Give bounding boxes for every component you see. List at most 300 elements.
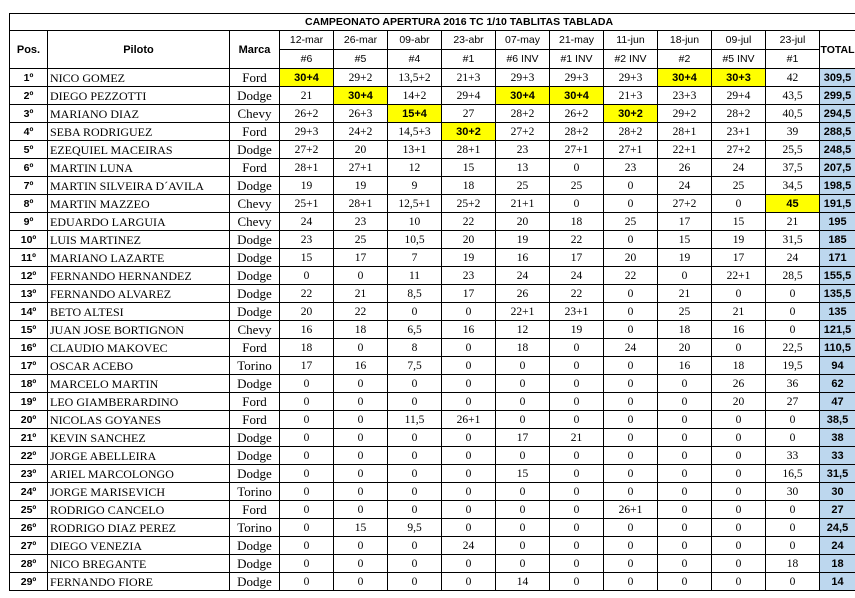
position-cell: 15º (10, 321, 48, 339)
brand-cell: Dodge (230, 231, 280, 249)
race-result-cell: 24 (280, 213, 334, 231)
race-result-cell: 45 (766, 195, 820, 213)
race-result-cell: 27+2 (658, 195, 712, 213)
total-cell: 14 (820, 573, 855, 591)
race-result-cell: 0 (280, 465, 334, 483)
table-row (10, 285, 855, 303)
pilot-name-cell: DIEGO PEZZOTTI (48, 87, 230, 105)
race-result-cell: 0 (766, 285, 820, 303)
position-cell: 4º (10, 123, 48, 141)
race-result-cell: 14 (496, 573, 550, 591)
pilot-name-cell: LUIS MARTINEZ (48, 231, 230, 249)
position-cell: 16º (10, 339, 48, 357)
race-result-cell: 25 (496, 177, 550, 195)
pilot-name-cell: MARTIN MAZZEO (48, 195, 230, 213)
race-result-cell: 0 (280, 519, 334, 537)
race-result-cell: 0 (496, 537, 550, 555)
table-row (10, 87, 855, 105)
race-result-cell: 29+4 (442, 87, 496, 105)
race-result-cell: 27+2 (496, 123, 550, 141)
pilot-name-cell: FERNANDO FIORE (48, 573, 230, 591)
race-result-cell: 0 (604, 573, 658, 591)
race-result-cell: 0 (334, 447, 388, 465)
race-result-cell: 23 (496, 141, 550, 159)
race-result-cell: 0 (442, 357, 496, 375)
brand-cell: Ford (230, 69, 280, 87)
race-result-cell: 9 (388, 177, 442, 195)
total-cell: 110,5 (820, 339, 855, 357)
position-cell: 5º (10, 141, 48, 159)
race-result-cell: 29+3 (604, 69, 658, 87)
race-result-cell: 27 (442, 105, 496, 123)
race-result-cell: 29+2 (658, 105, 712, 123)
race-round: #2 (658, 50, 712, 69)
race-result-cell: 23+1 (550, 303, 604, 321)
race-result-cell: 0 (388, 501, 442, 519)
race-result-cell: 28,5 (766, 267, 820, 285)
race-result-cell: 0 (388, 375, 442, 393)
position-cell: 26º (10, 519, 48, 537)
race-result-cell: 0 (388, 573, 442, 591)
race-round: #6 INV (496, 50, 550, 69)
race-result-cell: 0 (334, 573, 388, 591)
total-cell: 94 (820, 357, 855, 375)
race-date: 07-may (496, 31, 550, 50)
race-result-cell: 0 (442, 339, 496, 357)
position-cell: 17º (10, 357, 48, 375)
total-cell: 38,5 (820, 411, 855, 429)
race-date: 11-jun (604, 31, 658, 50)
pilot-name-cell: DIEGO VENEZIA (48, 537, 230, 555)
race-result-cell: 0 (334, 555, 388, 573)
total-cell: 191,5 (820, 195, 855, 213)
header-total: TOTAL (820, 31, 855, 69)
total-cell: 47 (820, 393, 855, 411)
race-result-cell: 19 (658, 249, 712, 267)
race-result-cell: 0 (388, 483, 442, 501)
total-cell: 31,5 (820, 465, 855, 483)
race-result-cell: 26 (712, 375, 766, 393)
race-result-cell: 0 (712, 411, 766, 429)
race-result-cell: 25 (604, 213, 658, 231)
race-result-cell: 0 (442, 447, 496, 465)
race-date: 23-abr (442, 31, 496, 50)
table-row (10, 501, 855, 519)
race-result-cell: 14+2 (388, 87, 442, 105)
race-result-cell: 12 (496, 321, 550, 339)
race-round: #2 INV (604, 50, 658, 69)
pilot-name-cell: KEVIN SANCHEZ (48, 429, 230, 447)
race-result-cell: 0 (658, 375, 712, 393)
race-result-cell: 19 (442, 249, 496, 267)
position-cell: 19º (10, 393, 48, 411)
position-cell: 7º (10, 177, 48, 195)
race-result-cell: 30+2 (442, 123, 496, 141)
brand-cell: Dodge (230, 177, 280, 195)
race-result-cell: 0 (280, 375, 334, 393)
race-result-cell: 0 (442, 465, 496, 483)
race-result-cell: 0 (388, 555, 442, 573)
race-result-cell: 0 (334, 411, 388, 429)
race-result-cell: 0 (496, 519, 550, 537)
race-result-cell: 13,5+2 (388, 69, 442, 87)
race-result-cell: 0 (388, 303, 442, 321)
table-row (10, 123, 855, 141)
race-result-cell: 0 (550, 375, 604, 393)
race-result-cell: 33 (766, 447, 820, 465)
position-cell: 22º (10, 447, 48, 465)
race-round: #1 (766, 50, 820, 69)
race-result-cell: 37,5 (766, 159, 820, 177)
race-result-cell: 14,5+3 (388, 123, 442, 141)
total-cell: 185 (820, 231, 855, 249)
brand-cell: Dodge (230, 375, 280, 393)
race-result-cell: 16,5 (766, 465, 820, 483)
race-result-cell: 27+1 (334, 159, 388, 177)
brand-cell: Torino (230, 483, 280, 501)
race-result-cell: 27+2 (280, 141, 334, 159)
table-row (10, 267, 855, 285)
race-result-cell: 10,5 (388, 231, 442, 249)
race-result-cell: 0 (766, 537, 820, 555)
race-result-cell: 0 (658, 555, 712, 573)
pilot-name-cell: OSCAR ACEBO (48, 357, 230, 375)
race-result-cell: 0 (766, 501, 820, 519)
race-result-cell: 42 (766, 69, 820, 87)
brand-cell: Ford (230, 411, 280, 429)
race-result-cell: 28+2 (604, 123, 658, 141)
race-result-cell: 17 (334, 249, 388, 267)
race-result-cell: 24+2 (334, 123, 388, 141)
brand-cell: Dodge (230, 267, 280, 285)
race-result-cell: 15+4 (388, 105, 442, 123)
race-result-cell: 0 (280, 429, 334, 447)
race-result-cell: 0 (550, 393, 604, 411)
table-row (10, 447, 855, 465)
race-result-cell: 26+2 (550, 105, 604, 123)
position-cell: 2º (10, 87, 48, 105)
race-result-cell: 13 (496, 159, 550, 177)
race-result-cell: 20 (280, 303, 334, 321)
total-cell: 248,5 (820, 141, 855, 159)
header-brand: Marca (230, 31, 280, 69)
position-cell: 29º (10, 573, 48, 591)
race-result-cell: 25 (334, 231, 388, 249)
race-result-cell: 0 (712, 483, 766, 501)
race-result-cell: 0 (388, 447, 442, 465)
race-result-cell: 18 (550, 213, 604, 231)
race-result-cell: 26+3 (334, 105, 388, 123)
race-result-cell: 15 (712, 213, 766, 231)
race-result-cell: 27+2 (712, 141, 766, 159)
race-result-cell: 16 (334, 357, 388, 375)
race-result-cell: 11,5 (388, 411, 442, 429)
race-result-cell: 0 (712, 501, 766, 519)
total-cell: 24 (820, 537, 855, 555)
brand-cell: Dodge (230, 447, 280, 465)
race-round: #1 INV (550, 50, 604, 69)
race-round: #5 (334, 50, 388, 69)
race-result-cell: 0 (442, 429, 496, 447)
race-result-cell: 0 (280, 447, 334, 465)
race-result-cell: 30+2 (604, 105, 658, 123)
race-result-cell: 0 (766, 429, 820, 447)
race-result-cell: 23 (604, 159, 658, 177)
pilot-name-cell: NICOLAS GOYANES (48, 411, 230, 429)
table-row (10, 393, 855, 411)
race-result-cell: 39 (766, 123, 820, 141)
race-result-cell: 10 (388, 213, 442, 231)
race-result-cell: 6,5 (388, 321, 442, 339)
race-result-cell: 0 (388, 429, 442, 447)
race-result-cell: 28+1 (658, 123, 712, 141)
brand-cell: Torino (230, 519, 280, 537)
race-result-cell: 22 (550, 231, 604, 249)
race-result-cell: 18 (442, 177, 496, 195)
race-result-cell: 0 (496, 393, 550, 411)
position-cell: 12º (10, 267, 48, 285)
position-cell: 20º (10, 411, 48, 429)
table-title: CAMPEONATO APERTURA 2016 TC 1/10 TABLITAS TABLADA (10, 14, 855, 31)
race-date: 26-mar (334, 31, 388, 50)
total-cell: 18 (820, 555, 855, 573)
total-cell: 195 (820, 213, 855, 231)
race-result-cell: 0 (604, 411, 658, 429)
race-result-cell: 16 (658, 357, 712, 375)
pilot-name-cell: MARTIN LUNA (48, 159, 230, 177)
race-result-cell: 19 (280, 177, 334, 195)
brand-cell: Ford (230, 393, 280, 411)
race-result-cell: 28+2 (712, 105, 766, 123)
race-round: #6 (280, 50, 334, 69)
race-result-cell: 0 (550, 501, 604, 519)
race-result-cell: 0 (442, 393, 496, 411)
race-round: #5 INV (712, 50, 766, 69)
race-result-cell: 29+3 (496, 69, 550, 87)
race-result-cell: 25+2 (442, 195, 496, 213)
race-result-cell: 22 (604, 267, 658, 285)
race-result-cell: 0 (442, 303, 496, 321)
race-result-cell: 25+1 (280, 195, 334, 213)
pilot-name-cell: FERNANDO HERNANDEZ (48, 267, 230, 285)
race-result-cell: 26 (658, 159, 712, 177)
total-cell: 299,5 (820, 87, 855, 105)
total-cell: 33 (820, 447, 855, 465)
brand-cell: Ford (230, 339, 280, 357)
race-result-cell: 0 (496, 447, 550, 465)
table-row (10, 303, 855, 321)
race-result-cell: 0 (334, 375, 388, 393)
brand-cell: Chevy (230, 321, 280, 339)
position-cell: 8º (10, 195, 48, 213)
race-result-cell: 0 (658, 429, 712, 447)
race-result-cell: 8,5 (388, 285, 442, 303)
race-result-cell: 12 (388, 159, 442, 177)
race-result-cell: 0 (550, 447, 604, 465)
race-result-cell: 16 (496, 249, 550, 267)
race-result-cell: 21 (712, 303, 766, 321)
race-result-cell: 24 (550, 267, 604, 285)
race-result-cell: 0 (712, 555, 766, 573)
position-cell: 24º (10, 483, 48, 501)
race-result-cell: 0 (766, 411, 820, 429)
race-result-cell: 0 (334, 501, 388, 519)
table-row (10, 105, 855, 123)
brand-cell: Dodge (230, 303, 280, 321)
race-result-cell: 0 (388, 537, 442, 555)
race-result-cell: 0 (442, 375, 496, 393)
position-cell: 27º (10, 537, 48, 555)
pilot-name-cell: MARIANO DIAZ (48, 105, 230, 123)
table-row (10, 231, 855, 249)
table-row (10, 465, 855, 483)
pilot-name-cell: BETO ALTESI (48, 303, 230, 321)
race-result-cell: 8 (388, 339, 442, 357)
brand-cell: Ford (230, 159, 280, 177)
pilot-name-cell: CLAUDIO MAKOVEC (48, 339, 230, 357)
brand-cell: Chevy (230, 195, 280, 213)
race-date: 09-abr (388, 31, 442, 50)
race-result-cell: 18 (658, 321, 712, 339)
race-result-cell: 30+4 (496, 87, 550, 105)
race-result-cell: 0 (712, 537, 766, 555)
brand-cell: Dodge (230, 285, 280, 303)
race-result-cell: 26+2 (280, 105, 334, 123)
race-result-cell: 24 (712, 159, 766, 177)
brand-cell: Dodge (230, 555, 280, 573)
race-result-cell: 0 (442, 519, 496, 537)
race-result-cell: 27+1 (604, 141, 658, 159)
race-result-cell: 20 (442, 231, 496, 249)
race-result-cell: 29+4 (712, 87, 766, 105)
table-row (10, 519, 855, 537)
race-result-cell: 25,5 (766, 141, 820, 159)
race-result-cell: 0 (280, 573, 334, 591)
race-result-cell: 21+1 (496, 195, 550, 213)
race-result-cell: 0 (658, 501, 712, 519)
race-result-cell: 28+1 (442, 141, 496, 159)
race-result-cell: 0 (712, 429, 766, 447)
race-result-cell: 27 (766, 393, 820, 411)
race-result-cell: 29+3 (550, 69, 604, 87)
race-result-cell: 0 (280, 483, 334, 501)
pilot-name-cell: NICO GOMEZ (48, 69, 230, 87)
race-result-cell: 20 (604, 249, 658, 267)
race-result-cell: 0 (442, 573, 496, 591)
race-result-cell: 0 (604, 195, 658, 213)
race-result-cell: 15 (442, 159, 496, 177)
table-row (10, 429, 855, 447)
total-cell: 155,5 (820, 267, 855, 285)
race-result-cell: 23 (334, 213, 388, 231)
race-result-cell: 20 (658, 339, 712, 357)
race-result-cell: 0 (550, 357, 604, 375)
race-result-cell: 15 (658, 231, 712, 249)
race-result-cell: 0 (658, 267, 712, 285)
race-result-cell: 16 (280, 321, 334, 339)
standings-body (10, 69, 855, 591)
race-result-cell: 29+3 (280, 123, 334, 141)
race-result-cell: 43,5 (766, 87, 820, 105)
brand-cell: Ford (230, 501, 280, 519)
race-result-cell: 26+1 (604, 501, 658, 519)
position-cell: 13º (10, 285, 48, 303)
table-row (10, 375, 855, 393)
pilot-name-cell: EDUARDO LARGUIA (48, 213, 230, 231)
race-result-cell: 22+1 (658, 141, 712, 159)
race-result-cell: 7 (388, 249, 442, 267)
race-result-cell: 0 (712, 465, 766, 483)
race-result-cell: 0 (712, 519, 766, 537)
race-result-cell: 22 (280, 285, 334, 303)
race-result-cell: 25 (712, 177, 766, 195)
race-result-cell: 0 (658, 573, 712, 591)
total-cell: 24,5 (820, 519, 855, 537)
race-result-cell: 0 (550, 195, 604, 213)
pilot-name-cell: JORGE MARISEVICH (48, 483, 230, 501)
race-result-cell: 0 (658, 483, 712, 501)
race-result-cell: 0 (334, 465, 388, 483)
race-result-cell: 9,5 (388, 519, 442, 537)
race-result-cell: 30 (766, 483, 820, 501)
race-result-cell: 7,5 (388, 357, 442, 375)
race-result-cell: 0 (280, 267, 334, 285)
race-result-cell: 0 (604, 357, 658, 375)
race-result-cell: 28+1 (280, 159, 334, 177)
race-result-cell: 21+3 (442, 69, 496, 87)
race-result-cell: 0 (442, 555, 496, 573)
brand-cell: Ford (230, 123, 280, 141)
race-result-cell: 21 (550, 429, 604, 447)
position-cell: 6º (10, 159, 48, 177)
race-result-cell: 0 (280, 411, 334, 429)
race-result-cell: 0 (334, 537, 388, 555)
pilot-name-cell: RODRIGO CANCELO (48, 501, 230, 519)
race-result-cell: 24 (658, 177, 712, 195)
race-result-cell: 18 (280, 339, 334, 357)
table-row (10, 573, 855, 591)
race-date: 12-mar (280, 31, 334, 50)
position-cell: 9º (10, 213, 48, 231)
pilot-name-cell: ARIEL MARCOLONGO (48, 465, 230, 483)
race-result-cell: 26+1 (442, 411, 496, 429)
race-result-cell: 19 (334, 177, 388, 195)
race-date: 21-may (550, 31, 604, 50)
race-result-cell: 17 (550, 249, 604, 267)
standings-table (9, 13, 855, 591)
race-result-cell: 0 (604, 519, 658, 537)
total-cell: 38 (820, 429, 855, 447)
header-pos: Pos. (10, 31, 48, 69)
race-result-cell: 0 (550, 537, 604, 555)
race-result-cell: 24 (442, 537, 496, 555)
race-result-cell: 0 (658, 447, 712, 465)
race-result-cell: 0 (604, 465, 658, 483)
brand-cell: Dodge (230, 87, 280, 105)
race-result-cell: 0 (658, 393, 712, 411)
race-result-cell: 25 (658, 303, 712, 321)
race-result-cell: 0 (334, 267, 388, 285)
brand-cell: Dodge (230, 465, 280, 483)
race-result-cell: 0 (550, 483, 604, 501)
race-result-cell: 0 (334, 483, 388, 501)
position-cell: 18º (10, 375, 48, 393)
race-result-cell: 34,5 (766, 177, 820, 195)
race-result-cell: 17 (496, 429, 550, 447)
race-result-cell: 22 (334, 303, 388, 321)
race-result-cell: 0 (442, 501, 496, 519)
table-row (10, 483, 855, 501)
